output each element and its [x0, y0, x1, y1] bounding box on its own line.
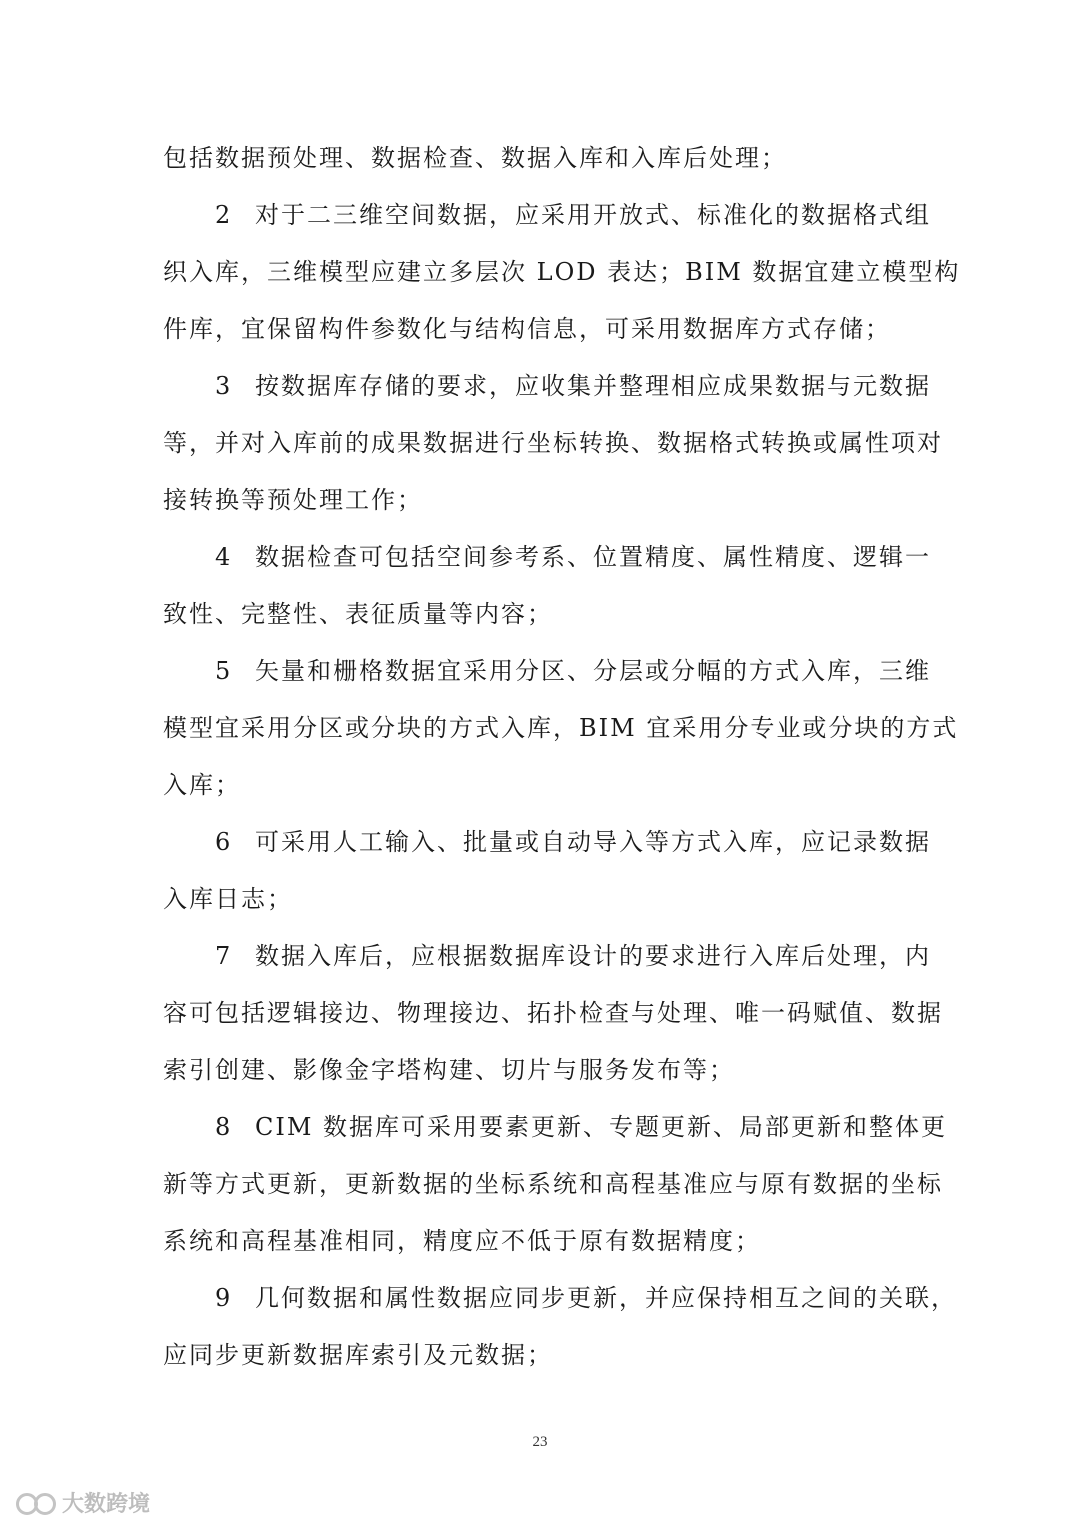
line-text: 容可包括逻辑接边、物理接边、拓扑检查与处理、唯一码赋值、数据 [163, 999, 943, 1027]
line-text: 可采用人工输入、批量或自动导入等方式入库，应记录数据 [255, 828, 931, 856]
paragraph-line [163, 713, 959, 743]
item-number: 2 [215, 201, 231, 229]
list-item-line [215, 1283, 957, 1313]
line-text: 致性、完整性、表征质量等内容； [163, 600, 553, 628]
paragraph-line [163, 998, 943, 1028]
line-text: 入库日志； [163, 885, 293, 913]
line-text: 矢量和栅格数据宜采用分区、分层或分幅的方式入库，三维 [255, 657, 931, 685]
item-number: 4 [215, 543, 231, 571]
line-text: 等，并对入库前的成果数据进行坐标转换、数据格式转换或属性项对 [163, 429, 943, 457]
paragraph-line [163, 1340, 923, 1370]
line-text: 接转换等预处理工作； [163, 486, 423, 514]
watermark-logo-icon [14, 1488, 58, 1516]
list-item-line [215, 200, 931, 230]
item-number: 7 [215, 942, 231, 970]
line-text: 入库； [163, 771, 241, 799]
paragraph-line [163, 143, 923, 173]
item-number: 5 [215, 657, 231, 685]
list-item-line [215, 941, 931, 971]
line-text: 索引创建、影像金字塔构建、切片与服务发布等； [163, 1056, 735, 1084]
list-item-line [215, 827, 931, 857]
line-text: 件库，宜保留构件参数化与结构信息，可采用数据库方式存储； [163, 315, 891, 343]
page-number: 23 [532, 1434, 548, 1450]
paragraph-line [163, 770, 923, 800]
list-item-line [215, 656, 931, 686]
list-item-line [215, 1112, 948, 1142]
item-number: 3 [215, 372, 231, 400]
paragraph-line [163, 1169, 943, 1199]
list-item-line [215, 542, 931, 572]
item-number: 8 [215, 1113, 231, 1141]
paragraph-line [163, 884, 923, 914]
line-text: 应同步更新数据库索引及元数据； [163, 1341, 553, 1369]
line-text: 几何数据和属性数据应同步更新，并应保持相互之间的关联， [255, 1284, 957, 1312]
line-text: 数据入库后，应根据数据库设计的要求进行入库后处理，内 [255, 942, 931, 970]
watermark [14, 1486, 150, 1518]
item-number: 9 [215, 1284, 231, 1312]
watermark-text: 大数跨境 [62, 1491, 151, 1517]
paragraph-line [163, 599, 923, 629]
line-text: 织入库，三维模型应建立多层次 LOD 表达；BIM 数据宜建立模型构 [163, 258, 961, 286]
line-text: 系统和高程基准相同，精度应不低于原有数据精度； [163, 1227, 761, 1255]
paragraph-line [163, 257, 961, 287]
paragraph-line [163, 485, 923, 515]
paragraph-line [163, 314, 923, 344]
line-text: 新等方式更新，更新数据的坐标系统和高程基准应与原有数据的坐标 [163, 1170, 943, 1198]
line-text: 数据检查可包括空间参考系、位置精度、属性精度、逻辑一 [255, 543, 931, 571]
line-text: CIM 数据库可采用要素更新、专题更新、局部更新和整体更 [255, 1113, 948, 1141]
list-item-line [215, 371, 931, 401]
line-text: 对于二三维空间数据，应采用开放式、标准化的数据格式组 [255, 201, 931, 229]
paragraph-line [163, 428, 943, 458]
line-text: 包括数据预处理、数据检查、数据入库和入库后处理； [163, 144, 787, 172]
line-text: 模型宜采用分区或分块的方式入库，BIM 宜采用分专业或分块的方式 [163, 714, 959, 742]
item-number: 6 [215, 828, 231, 856]
paragraph-line [163, 1226, 923, 1256]
line-text: 按数据库存储的要求，应收集并整理相应成果数据与元数据 [255, 372, 931, 400]
paragraph-line [163, 1055, 923, 1085]
